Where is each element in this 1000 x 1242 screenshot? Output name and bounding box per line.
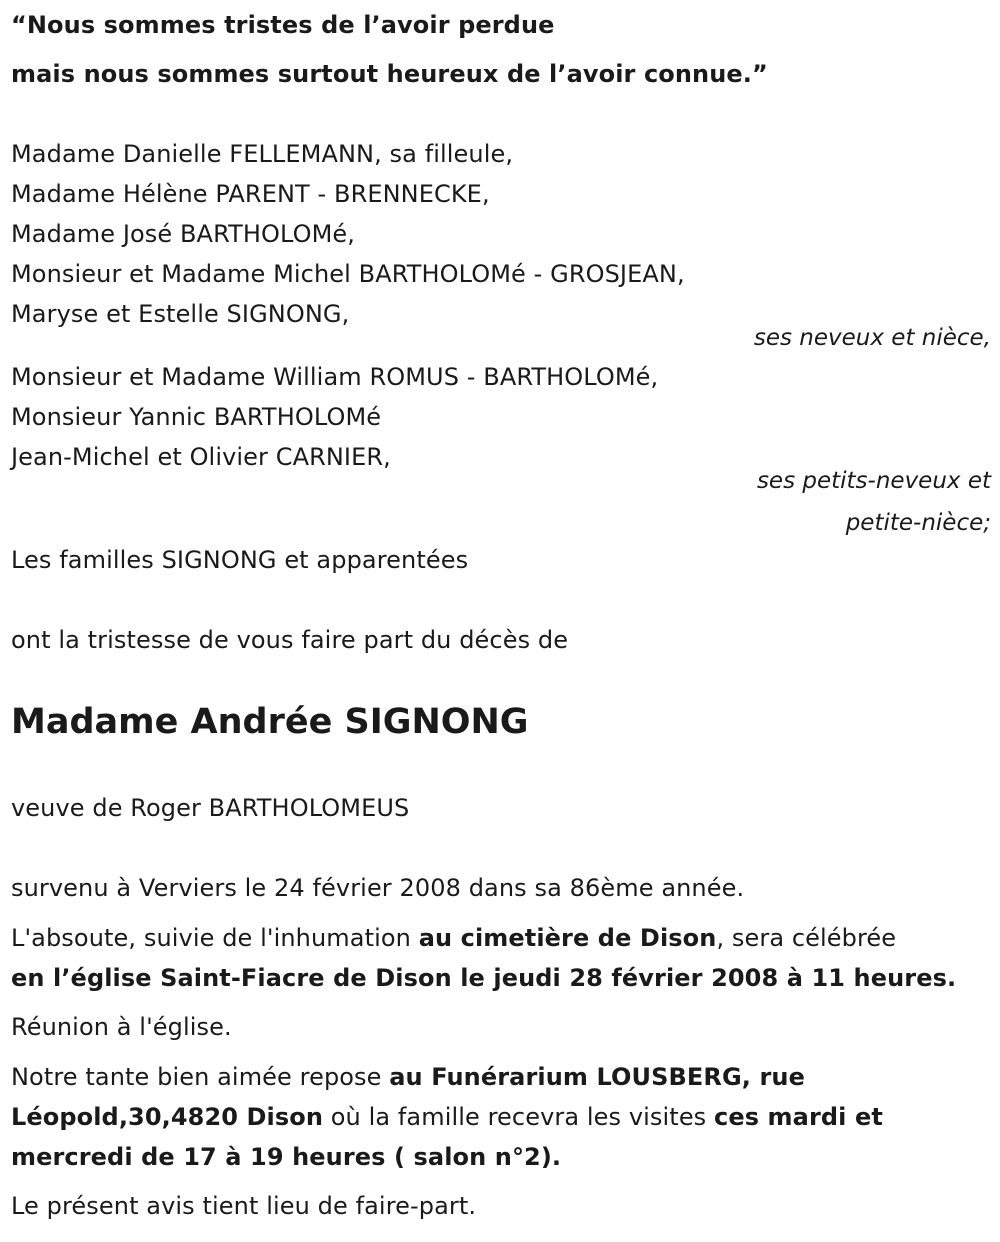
funerarium-address: Léopold,30,4820 Dison [11, 1103, 324, 1131]
family-member-3: Madame José BARTHOLOMé, [11, 220, 356, 248]
closing-line: Le présent avis tient lieu de faire-part. [11, 1192, 477, 1220]
quote-line-2: mais nous sommes surtout heureux de l’avoir connue.” [11, 60, 768, 88]
group2-relation-line-1: ses petits-neveux et [756, 468, 991, 494]
family-member-4: Monsieur et Madame Michel BARTHOLOMé - GROSJEAN, [11, 260, 685, 288]
funerarium-line-2 [11, 1102, 883, 1132]
family-member-1: Madame Danielle FELLEMANN, sa filleule, [11, 140, 514, 168]
ceremony-text-1: L'absoute, suivie de l'inhumation [11, 924, 419, 952]
ceremony-text-2: , sera célébrée [716, 924, 897, 952]
group1-relation: ses neveux et nièce, [753, 325, 991, 351]
widow-of-line: veuve de Roger BARTHOLOMEUS [11, 794, 410, 822]
funerarium-line-1 [11, 1062, 805, 1092]
quote-line-1: “Nous sommes tristes de l’avoir perdue [11, 11, 555, 39]
death-info-line: survenu à Verviers le 24 février 2008 dans sa 86ème année. [11, 874, 745, 902]
family-member-8: Jean-Michel et Olivier CARNIER, [11, 443, 391, 471]
funerarium-text-2: où la famille recevra les visites [323, 1103, 715, 1131]
visit-hours: mercredi de 17 à 19 heures ( salon n°2). [11, 1143, 562, 1171]
announcement-line: ont la tristesse de vous faire part du décès de [11, 626, 569, 654]
ceremony-line-1 [11, 923, 896, 953]
ceremony-line-2 [11, 963, 956, 993]
visit-days: ces mardi et [714, 1103, 883, 1131]
deceased-name: Madame Andrée SIGNONG [11, 702, 529, 742]
family-member-7: Monsieur Yannic BARTHOLOMé [11, 403, 382, 431]
ceremony-church-date: en l’église Saint-Fiacre de Dison le jeudi 28 février 2008 à 11 heures. [11, 964, 957, 992]
group2-relation-line-2: petite-nièce; [845, 510, 991, 536]
family-member-2: Madame Hélène PARENT - BRENNECKE, [11, 180, 490, 208]
funerarium-text-1: Notre tante bien aimée repose [11, 1063, 390, 1091]
funerarium-line-3 [11, 1142, 561, 1172]
families-line: Les familles SIGNONG et apparentées [11, 546, 469, 574]
ceremony-cemetery: au cimetière de Dison [418, 924, 717, 952]
funerarium-name: au Funérarium LOUSBERG, rue [389, 1063, 805, 1091]
family-member-6: Monsieur et Madame William ROMUS - BARTHOLOMé, [11, 363, 659, 391]
reunion-line: Réunion à l'église. [11, 1013, 232, 1041]
family-member-5: Maryse et Estelle SIGNONG, [11, 300, 350, 328]
